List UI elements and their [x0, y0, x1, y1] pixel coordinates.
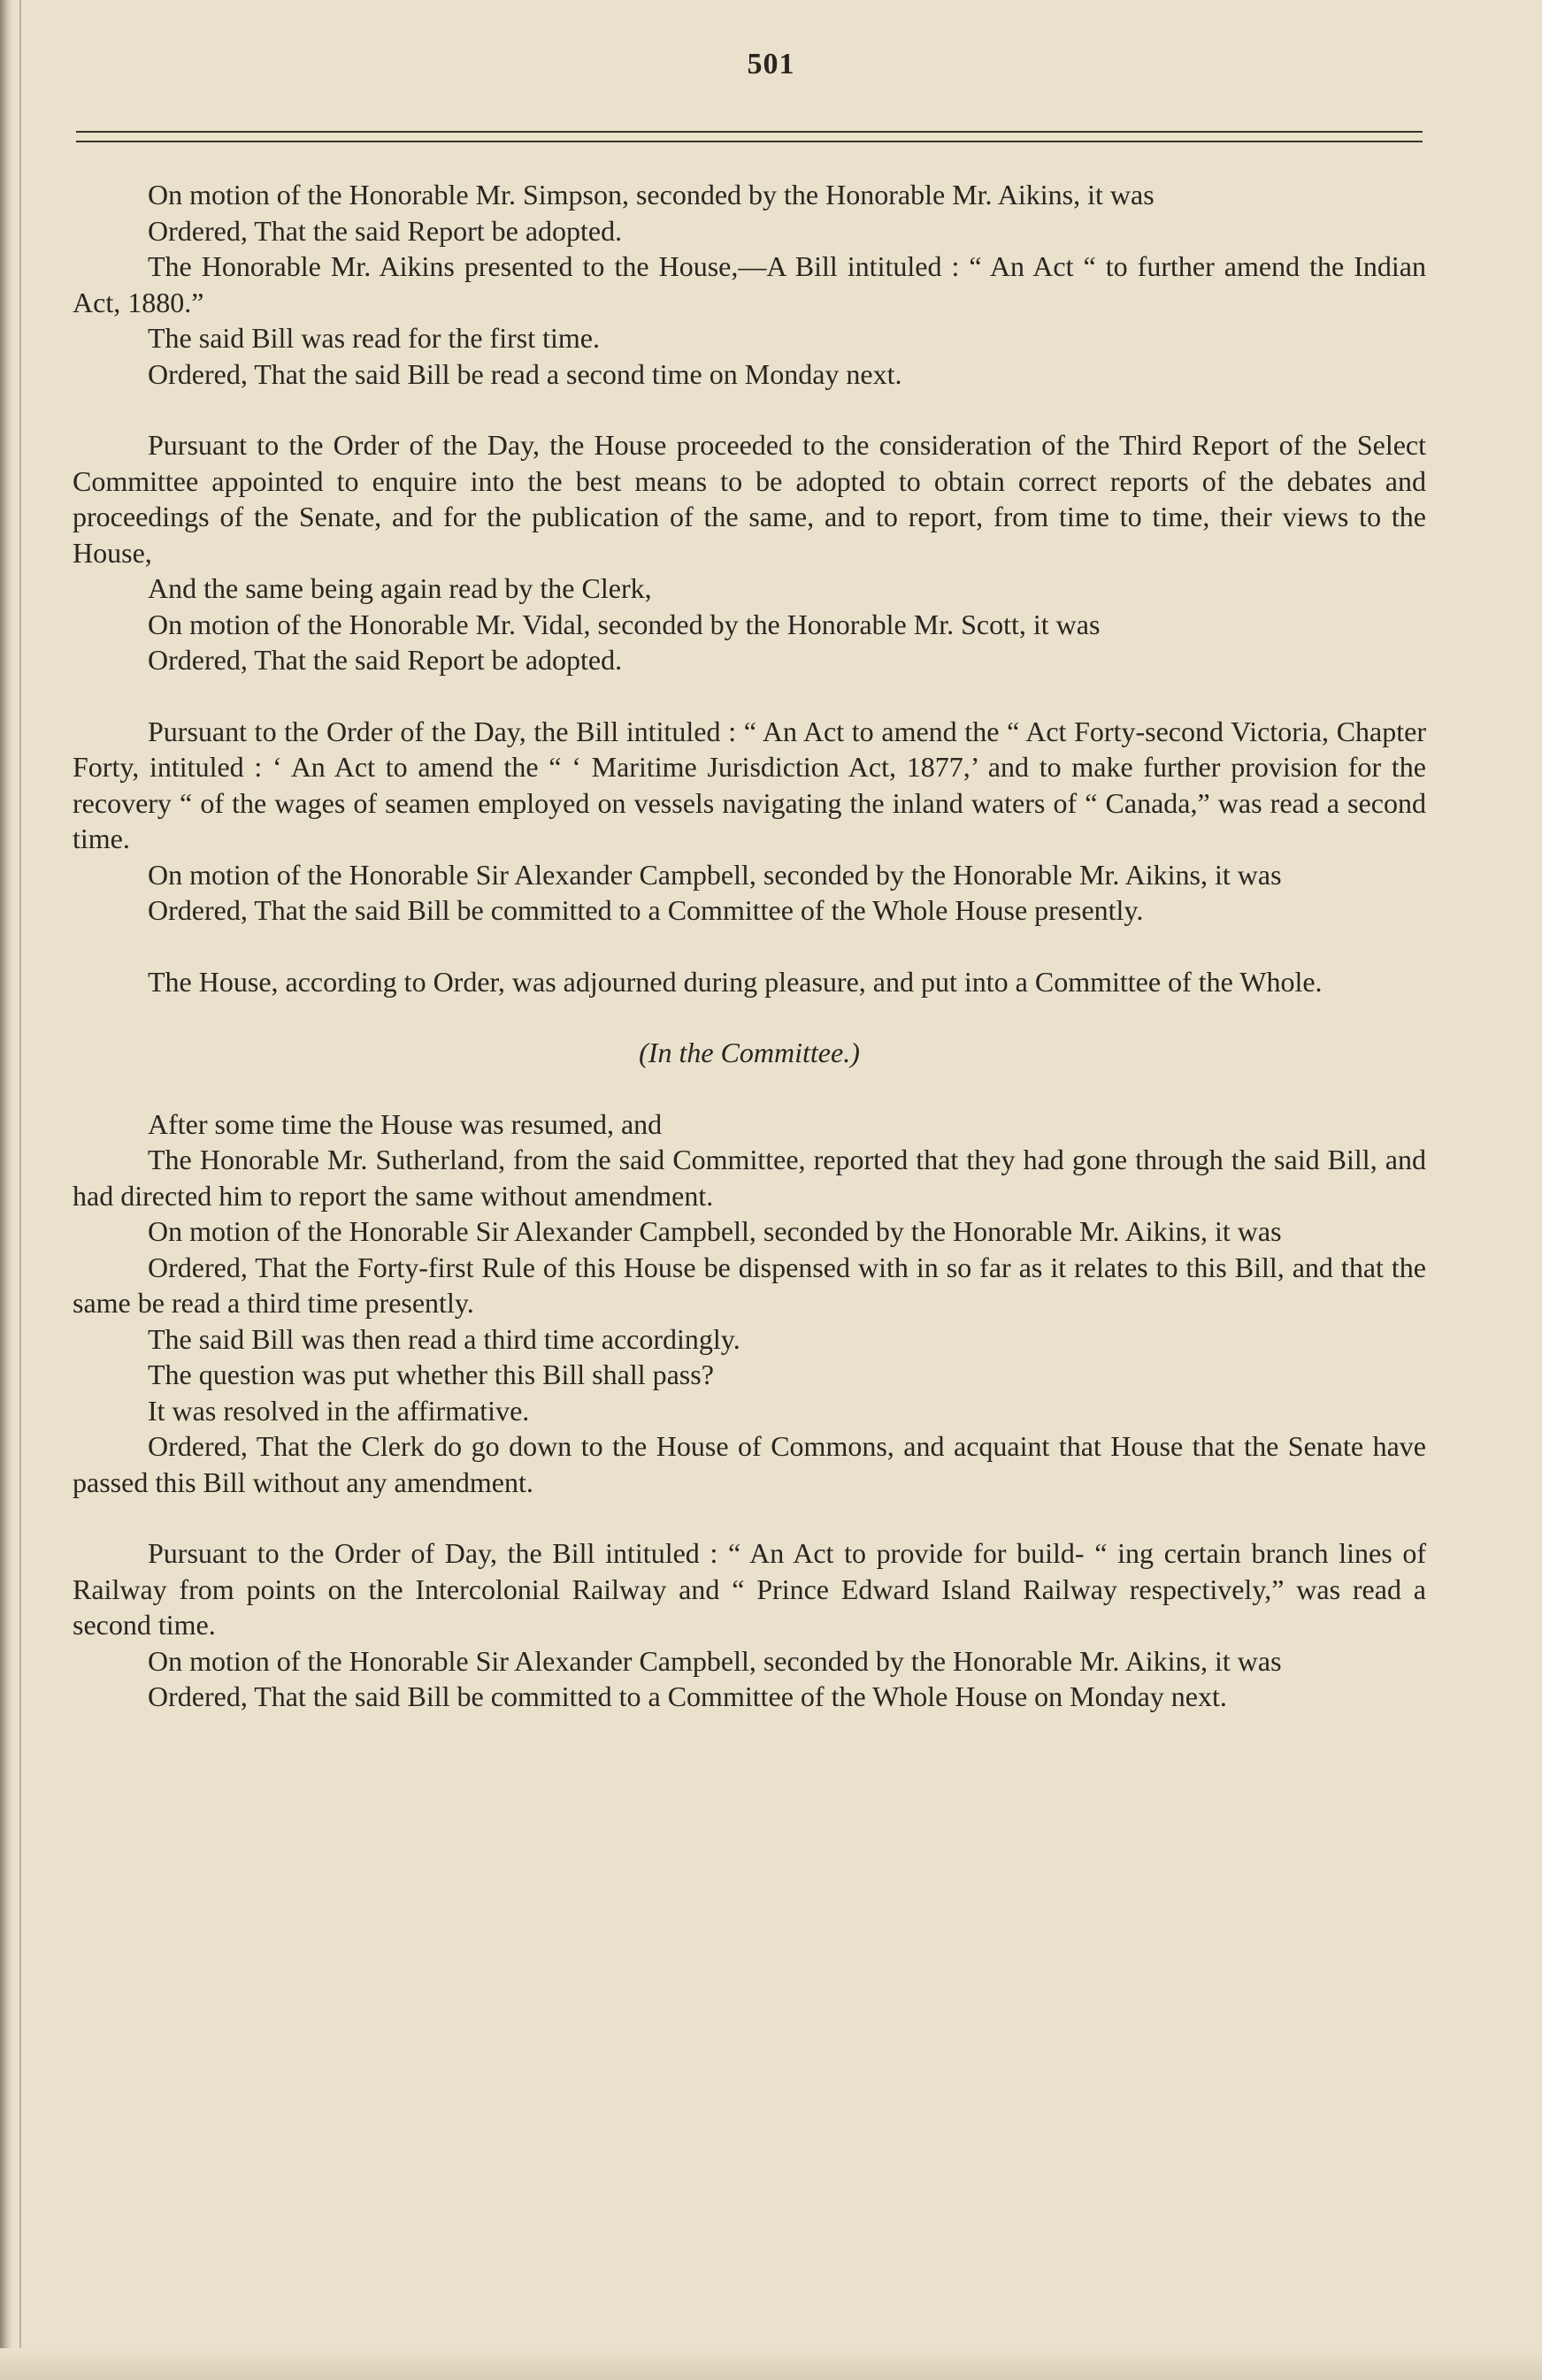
header-double-rule: [76, 131, 1423, 142]
paragraph: Ordered, That the said Bill be read a second time on Monday next.: [148, 357, 902, 390]
section-committee-report: [73, 1106, 1426, 1501]
committee-heading: (In the Committee.): [639, 1037, 860, 1068]
page-bottom-edge: [0, 2348, 1542, 2380]
paragraph: On motion of the Honorable Sir Alexander Campbell, seconded by the Honorable Mr. Aikins, it was: [148, 1215, 1282, 1247]
section-adjourned: [73, 964, 1426, 1000]
paragraph: Ordered, That the said Report be adopted.: [148, 644, 623, 676]
paragraph: Pursuant to the Order of Day, the Bill intituled : “ An Act to provide for build- “ ing certain branch lines of Railway from points on the Intercolonial Railway and “ Prince Edward Island Railway respectively,” was read a second time.: [73, 1537, 1426, 1641]
paragraph: The said Bill was read for the first time.: [148, 322, 600, 354]
paragraph: The House, according to Order, was adjourned during pleasure, and put into a Committee of the Whole.: [148, 965, 1323, 998]
section-third-report: [73, 427, 1426, 678]
section-maritime-bill: [73, 714, 1426, 929]
paragraph: The question was put whether this Bill shall pass?: [148, 1358, 714, 1390]
paragraph: Ordered, That the Clerk do go down to the House of Commons, and acquaint that House that the Senate have passed this Bill without any amendment.: [73, 1430, 1426, 1498]
paragraph: And the same being again read by the Clerk,: [148, 572, 652, 604]
paragraph: Ordered, That the said Bill be committed to a Committee of the Whole House presently.: [148, 894, 1144, 926]
section-railway-bill: [73, 1535, 1426, 1715]
paragraph: Ordered, That the said Report be adopted.: [148, 214, 623, 247]
paragraph: Pursuant to the Order of the Day, the House proceeded to the consideration of the Third Report of the Select Committee appointed to enquire into the best means to be adopted to obtain correct reports of the debates and proceedings of the Senate, and for the publication of the same, and to report, from time to time, their views to the House,: [73, 429, 1426, 569]
paragraph: The said Bill was then read a third time accordingly.: [148, 1322, 740, 1355]
spacer: [73, 678, 1426, 714]
gutter-line: [19, 0, 21, 2380]
section-aikins-bill: [73, 177, 1426, 392]
spacer: [73, 929, 1426, 964]
paragraph: The Honorable Mr. Aikins presented to the House,—A Bill intituled : “ An Act “ to further amend the Indian Act, 1880.”: [73, 250, 1426, 318]
paragraph: On motion of the Honorable Mr. Vidal, seconded by the Honorable Mr. Scott, it was: [148, 608, 1101, 640]
page-body: [73, 177, 1426, 1715]
page-gutter: [0, 0, 12, 2380]
paragraph: After some time the House was resumed, and: [148, 1107, 663, 1140]
paragraph: Pursuant to the Order of the Day, the Bill intituled : “ An Act to amend the “ Act Forty-second Victoria, Chapter Forty, intituled : ‘ An Act to amend the “ ‘ Maritime Jurisdiction Act, 1877,’ and to make further provision for the recovery “ of the wages of seamen employed on vessels navigating the inland waters of “ Canada,” was read a second time.: [73, 715, 1426, 854]
paragraph: Ordered, That the Forty-first Rule of this House be dispensed with in so far as it relates to this Bill, and that the same be read a third time presently.: [73, 1251, 1426, 1319]
spacer: [73, 1071, 1426, 1106]
paragraph: On motion of the Honorable Sir Alexander Campbell, seconded by the Honorable Mr. Aikins, it was: [148, 858, 1282, 891]
paragraph: It was resolved in the affirmative.: [148, 1394, 530, 1427]
spacer: [73, 392, 1426, 427]
paragraph: Ordered, That the said Bill be committed to a Committee of the Whole House on Monday next.: [148, 1680, 1227, 1712]
spacer: [73, 1500, 1426, 1535]
page-number: 501: [747, 48, 795, 80]
paragraph: The Honorable Mr. Sutherland, from the said Committee, reported that they had gone through the said Bill, and had directed him to report the same without amendment.: [73, 1144, 1426, 1212]
spacer: [73, 999, 1426, 1035]
paragraph: On motion of the Honorable Mr. Simpson, seconded by the Honorable Mr. Aikins, it was: [148, 179, 1155, 210]
paragraph: On motion of the Honorable Sir Alexander Campbell, seconded by the Honorable Mr. Aikins, it was: [148, 1644, 1282, 1677]
